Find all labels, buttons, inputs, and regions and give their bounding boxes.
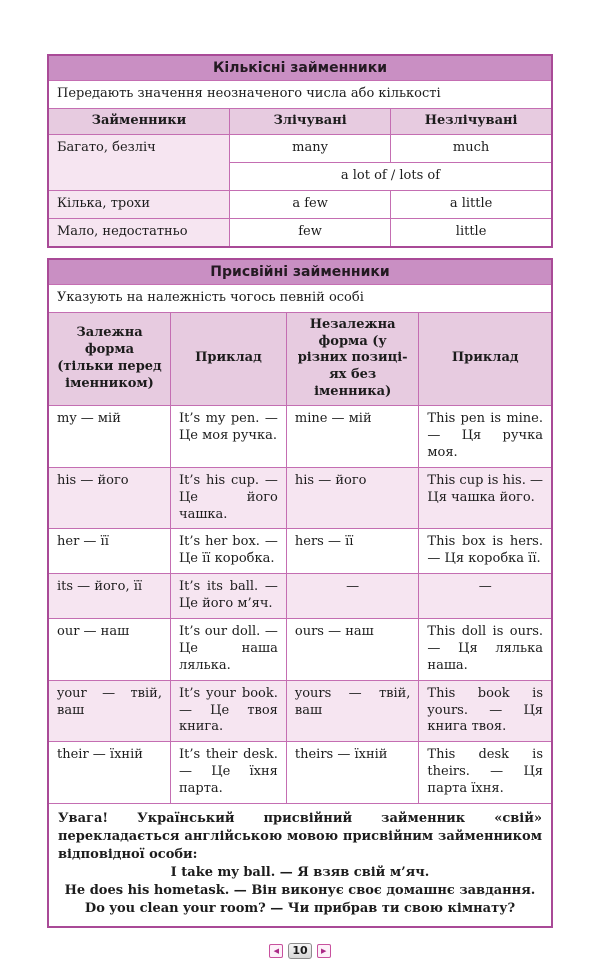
cell-countable: many: [229, 134, 390, 162]
cell-dependent: our — наш: [48, 618, 170, 680]
table-row: [48, 81, 552, 109]
cell-dependent-example: It’s his cup. — Це його чашка.: [170, 467, 286, 529]
cell-merged-value: a lot of / lots of: [229, 162, 552, 190]
cell-dependent-example: It’s its ball. — Це його м’яч.: [170, 574, 286, 619]
cell-dependent-example: It’s her box. — Це її коробка.: [170, 529, 286, 574]
cell-label: Кілька, трохи: [48, 190, 229, 218]
cell-independent: —: [286, 574, 419, 619]
table-row: [48, 406, 552, 468]
cell-independent-example: —: [419, 574, 552, 619]
table-row: [48, 55, 552, 81]
cell-independent-example: This book is yours. — Ця книга твоя.: [419, 680, 552, 742]
cell-dependent: its — його, її: [48, 574, 170, 619]
note-example: Do you clean your room? — Чи прибрав ти свою кімнату?: [84, 900, 516, 916]
textbook-page: [47, 0, 553, 959]
column-header-example-2: Приклад: [419, 312, 552, 405]
note-intro-text: Увага! Український присвійний займенник «свій» перекладається англійською мовою присвійним займенником відповідної особи:: [58, 810, 542, 862]
cell-independent: mine — мій: [286, 406, 419, 468]
table-row: [48, 109, 552, 135]
quantitative-pronouns-table: [47, 54, 553, 248]
column-header-dependent-form: Залежна форма (тільки перед іменником): [48, 312, 170, 405]
possessive-pronouns-table: [47, 258, 553, 928]
cell-dependent: my — мій: [48, 406, 170, 468]
possessive-table-title: Присвійні займенники: [48, 259, 552, 285]
cell-dependent: his — його: [48, 467, 170, 529]
cell-independent: his — його: [286, 467, 419, 529]
cell-dependent: her — її: [48, 529, 170, 574]
cell-independent-example: This box is hers. — Ця коробка її.: [419, 529, 552, 574]
note-example: I take my ball. — Я взяв свій м’яч.: [170, 864, 430, 880]
table-row: [48, 467, 552, 529]
cell-independent: ours — наш: [286, 618, 419, 680]
cell-countable: a few: [229, 190, 390, 218]
table-row: [48, 259, 552, 285]
cell-label: Багато, безліч: [48, 134, 229, 190]
table-row: [48, 803, 552, 926]
table-row: [48, 742, 552, 804]
cell-independent-example: This desk is theirs. — Ця парта їхня.: [419, 742, 552, 804]
table-row: [48, 618, 552, 680]
cell-label: Мало, недостатньо: [48, 218, 229, 246]
cell-uncountable: little: [391, 218, 552, 246]
table-row: [48, 190, 552, 218]
column-header-uncountable: Незлічувані: [391, 109, 552, 135]
cell-independent: yours — твій, ваш: [286, 680, 419, 742]
cell-dependent-example: It’s our doll. — Це наша лялька.: [170, 618, 286, 680]
cell-countable: few: [229, 218, 390, 246]
cell-uncountable: much: [391, 134, 552, 162]
cell-independent-example: This pen is mine. — Ця ручка моя.: [419, 406, 552, 468]
cell-dependent: their — їхній: [48, 742, 170, 804]
cell-independent-example: This cup is his. — Ця чашка його.: [419, 467, 552, 529]
page-number: 10: [288, 943, 311, 959]
cell-independent: theirs — їхній: [286, 742, 419, 804]
column-header-independent-form: Незалежна форма (у різних позиціях без іменника): [286, 312, 419, 405]
cell-dependent-example: It’s my pen. — Це моя ручка.: [170, 406, 286, 468]
cell-uncountable: a little: [391, 190, 552, 218]
cell-dependent-example: It’s their desk. — Це їхня парта.: [170, 742, 286, 804]
attention-note: [48, 803, 552, 926]
next-page-button[interactable]: ▶: [317, 944, 331, 958]
note-example: He does his hometask. — Він виконує своє домашнє завдання.: [64, 882, 536, 898]
cell-dependent: your — твій, ваш: [48, 680, 170, 742]
cell-dependent-example: It’s your book. — Це твоя книга.: [170, 680, 286, 742]
table-row: [48, 312, 552, 405]
quantitative-table-description: Передають значення неозначеного числа або кількості: [48, 81, 552, 109]
page-footer: [47, 943, 553, 959]
table-row: [48, 134, 552, 162]
table-row: [48, 529, 552, 574]
table-row: [48, 680, 552, 742]
table-row: [48, 218, 552, 246]
prev-page-button[interactable]: ◀: [269, 944, 283, 958]
possessive-table-description: Указують на належність чогось певній особі: [48, 284, 552, 312]
table-row: [48, 284, 552, 312]
column-header-pronouns: Займенники: [48, 109, 229, 135]
column-header-example-1: Приклад: [170, 312, 286, 405]
table-row: [48, 574, 552, 619]
quantitative-table-title: Кількісні займенники: [48, 55, 552, 81]
column-header-countable: Злічувані: [229, 109, 390, 135]
cell-independent-example: This doll is ours. — Ця лялька наша.: [419, 618, 552, 680]
cell-independent: hers — її: [286, 529, 419, 574]
